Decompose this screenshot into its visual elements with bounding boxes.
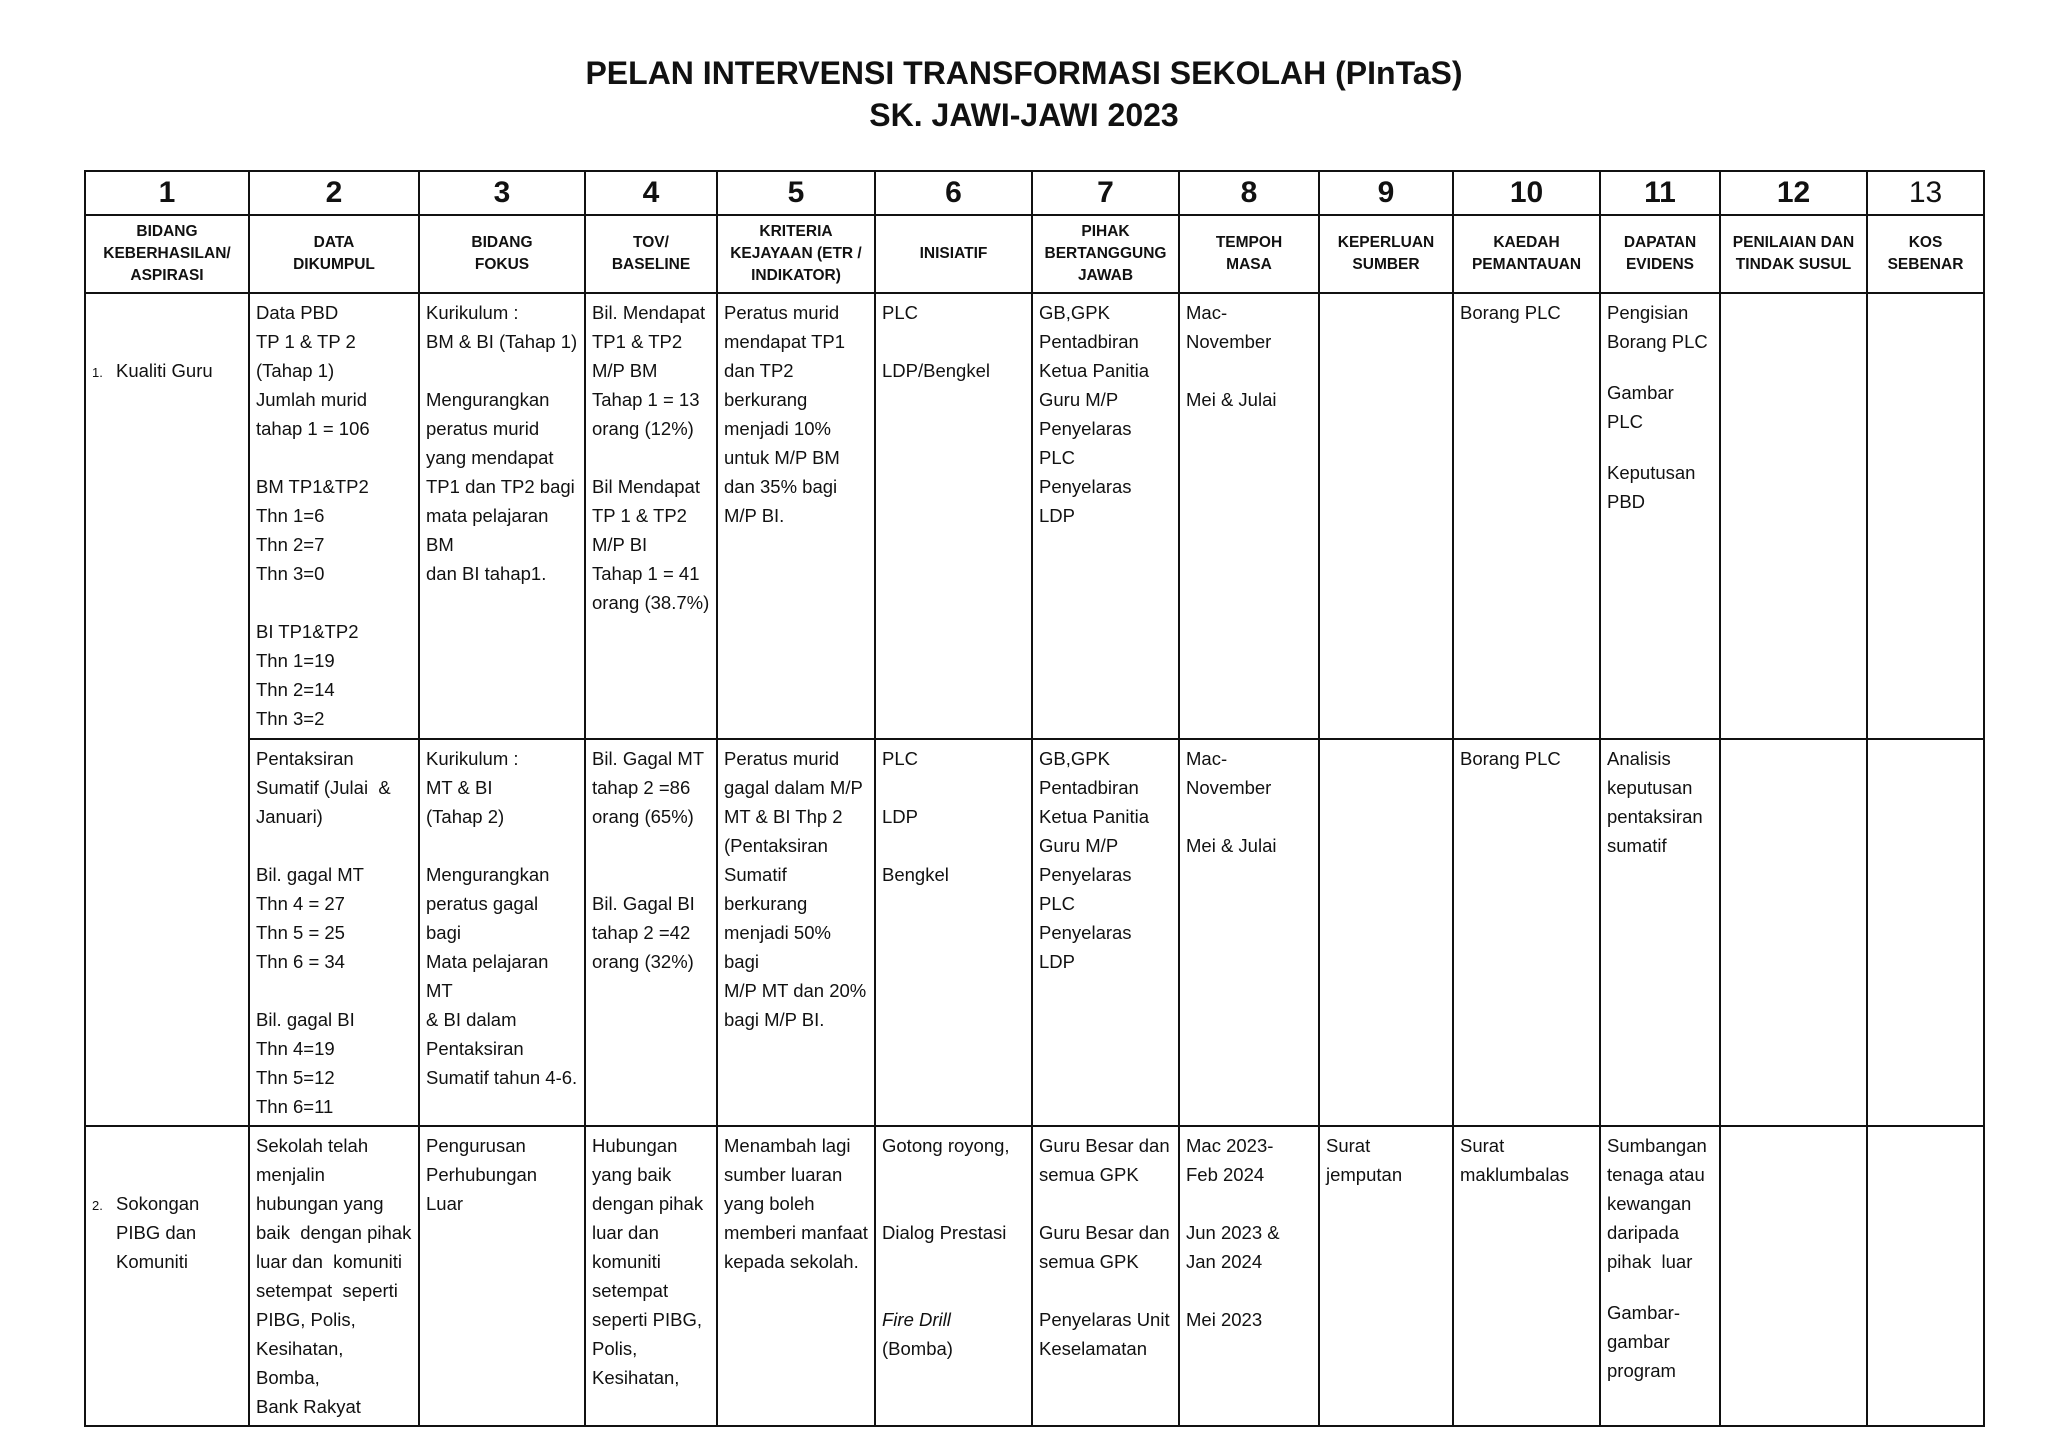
col-header: PIHAK BERTANGGUNG JAWAB bbox=[1032, 215, 1179, 293]
col-header: BIDANG FOKUS bbox=[419, 215, 585, 293]
col-number: 5 bbox=[717, 171, 875, 215]
cost-cell bbox=[1867, 1126, 1984, 1426]
area-cell bbox=[85, 293, 249, 1126]
evidence-cell bbox=[1600, 1126, 1720, 1426]
criteria-cell: Peratus murid gagal dalam M/P MT & BI Thp 2 (Pentaksiran Sumatif berkurang menjadi 50% bagi M/P MT dan 20% bagi M/P BI. bbox=[717, 739, 875, 1126]
initiative-cell: PLC LDP/Bengkel bbox=[875, 293, 1032, 739]
focus-cell: Pengurusan Perhubungan Luar bbox=[419, 1126, 585, 1426]
resources-cell bbox=[1319, 739, 1453, 1126]
col-header: DATA DIKUMPUL bbox=[249, 215, 419, 293]
responsible-cell: Guru Besar dan semua GPK Guru Besar dan semua GPK Penyelaras Unit Keselamatan bbox=[1032, 1126, 1179, 1426]
col-header: PENILAIAN DAN TINDAK SUSUL bbox=[1720, 215, 1867, 293]
col-number: 10 bbox=[1453, 171, 1600, 215]
col-header: BIDANG KEBERHASILAN/ ASPIRASI bbox=[85, 215, 249, 293]
period-cell: Mac-November Mei & Julai bbox=[1179, 739, 1319, 1126]
evaluation-cell bbox=[1720, 739, 1867, 1126]
initiative-item bbox=[882, 1305, 1025, 1363]
evaluation-cell bbox=[1720, 293, 1867, 739]
area-cell bbox=[85, 1126, 249, 1426]
area-label: Sokongan PIBG dan Komuniti bbox=[116, 1193, 200, 1272]
initiative-cell bbox=[875, 1126, 1032, 1426]
monitoring-cell: Borang PLC bbox=[1453, 293, 1600, 739]
area-number: 1. bbox=[92, 365, 103, 380]
baseline-cell: Bil. Mendapat TP1 & TP2 M/P BM Tahap 1 = 13 orang (12%) Bil Mendapat TP 1 & TP2 M/P BI Tahap 1 = 41 orang (38.7%) bbox=[585, 293, 717, 739]
col-number: 3 bbox=[419, 171, 585, 215]
initiative-item: Gotong royong, bbox=[882, 1135, 1010, 1156]
col-header: KRITERIA KEJAYAAN (ETR / INDIKATOR) bbox=[717, 215, 875, 293]
resources-cell bbox=[1319, 293, 1453, 739]
evaluation-cell bbox=[1720, 1126, 1867, 1426]
evidence-item: Sumbangan tenaga atau kewangan daripada pihak luar bbox=[1607, 1135, 1707, 1272]
col-number: 13 bbox=[1867, 171, 1984, 215]
table-row bbox=[85, 1126, 1984, 1426]
monitoring-cell: Borang PLC bbox=[1453, 739, 1600, 1126]
cost-cell bbox=[1867, 739, 1984, 1126]
fire-drill-suffix: (Bomba) bbox=[882, 1309, 956, 1359]
evidence-item: Gambar PLC bbox=[1607, 382, 1679, 432]
evidence-item: Gambar- gambar program bbox=[1607, 1302, 1680, 1381]
col-header: KOS SEBENAR bbox=[1867, 215, 1984, 293]
column-header-row bbox=[85, 215, 1984, 293]
period-cell: Mac-November Mei & Julai bbox=[1179, 293, 1319, 739]
cost-cell bbox=[1867, 293, 1984, 739]
evidence-cell bbox=[1600, 293, 1720, 739]
area-label: Kualiti Guru bbox=[116, 360, 213, 381]
col-number: 6 bbox=[875, 171, 1032, 215]
col-header: DAPATAN EVIDENS bbox=[1600, 215, 1720, 293]
col-header: TOV/ BASELINE bbox=[585, 215, 717, 293]
focus-cell: Kurikulum : MT & BI (Tahap 2) Mengurangkan peratus gagal bagi Mata pelajaran MT & BI dalam Pentaksiran Sumatif tahun 4-6. bbox=[419, 739, 585, 1126]
table-row bbox=[85, 739, 1984, 1126]
col-number: 1 bbox=[85, 171, 249, 215]
column-number-row bbox=[85, 171, 1984, 215]
title-line-1: PELAN INTERVENSI TRANSFORMASI SEKOLAH (PInTaS) bbox=[585, 55, 1463, 91]
col-number: 12 bbox=[1720, 171, 1867, 215]
col-number: 4 bbox=[585, 171, 717, 215]
evidence-item: Keputusan PBD bbox=[1607, 462, 1696, 512]
period-cell: Mac 2023- Feb 2024 Jun 2023 & Jan 2024 Mei 2023 bbox=[1179, 1126, 1319, 1426]
responsible-cell: GB,GPK Pentadbiran Ketua Panitia Guru M/P Penyelaras PLC Penyelaras LDP bbox=[1032, 293, 1179, 739]
col-header: TEMPOH MASA bbox=[1179, 215, 1319, 293]
criteria-cell: Peratus murid mendapat TP1 dan TP2 berkurang menjadi 10% untuk M/P BM dan 35% bagi M/P BI. bbox=[717, 293, 875, 739]
col-header: INISIATIF bbox=[875, 215, 1032, 293]
focus-cell: Kurikulum : BM & BI (Tahap 1) Mengurangkan peratus murid yang mendapat TP1 dan TP2 bagi mata pelajaran BM dan BI tahap1. bbox=[419, 293, 585, 739]
evidence-cell: Analisis keputusan pentaksiran sumatif bbox=[1600, 739, 1720, 1126]
table-row bbox=[85, 293, 1984, 739]
col-number: 9 bbox=[1319, 171, 1453, 215]
baseline-cell: Bil. Gagal MT tahap 2 =86 orang (65%) Bil. Gagal BI tahap 2 =42 orang (32%) bbox=[585, 739, 717, 1126]
data-cell: Data PBD TP 1 & TP 2 (Tahap 1) Jumlah murid tahap 1 = 106 BM TP1&TP2 Thn 1=6 Thn 2=7 Thn 3=0 BI TP1&TP2 Thn 1=19 Thn 2=14 Thn 3=2 bbox=[249, 293, 419, 739]
criteria-cell: Menambah lagi sumber luaran yang boleh memberi manfaat kepada sekolah. bbox=[717, 1126, 875, 1426]
evidence-item: Pengisian Borang PLC bbox=[1607, 302, 1708, 352]
responsible-cell: GB,GPK Pentadbiran Ketua Panitia Guru M/P Penyelaras PLC Penyelaras LDP bbox=[1032, 739, 1179, 1126]
col-number: 7 bbox=[1032, 171, 1179, 215]
col-number: 2 bbox=[249, 171, 419, 215]
page-title bbox=[0, 52, 2048, 136]
col-header: KAEDAH PEMANTAUAN bbox=[1453, 215, 1600, 293]
data-cell: Pentaksiran Sumatif (Julai & Januari) Bil. gagal MT Thn 4 = 27 Thn 5 = 25 Thn 6 = 34 Bil. gagal BI Thn 4=19 Thn 5=12 Thn 6=11 bbox=[249, 739, 419, 1126]
col-number: 8 bbox=[1179, 171, 1319, 215]
resources-cell: Surat jemputan bbox=[1319, 1126, 1453, 1426]
title-line-2: SK. JAWI-JAWI 2023 bbox=[869, 97, 1179, 133]
col-header: KEPERLUAN SUMBER bbox=[1319, 215, 1453, 293]
data-cell: Sekolah telah menjalin hubungan yang baik dengan pihak luar dan komuniti setempat seperti PIBG, Polis, Kesihatan, Bomba, Bank Rakyat bbox=[249, 1126, 419, 1426]
monitoring-cell: Surat maklumbalas bbox=[1453, 1126, 1600, 1426]
fire-drill-label: Fire Drill bbox=[882, 1309, 951, 1330]
initiative-cell: PLC LDP Bengkel bbox=[875, 739, 1032, 1126]
plan-table bbox=[84, 170, 1985, 1427]
area-number: 2. bbox=[92, 1198, 103, 1213]
col-number: 11 bbox=[1600, 171, 1720, 215]
baseline-cell: Hubungan yang baik dengan pihak luar dan komuniti setempat seperti PIBG, Polis, Kesihatan, bbox=[585, 1126, 717, 1426]
initiative-item: Dialog Prestasi bbox=[882, 1222, 1007, 1243]
